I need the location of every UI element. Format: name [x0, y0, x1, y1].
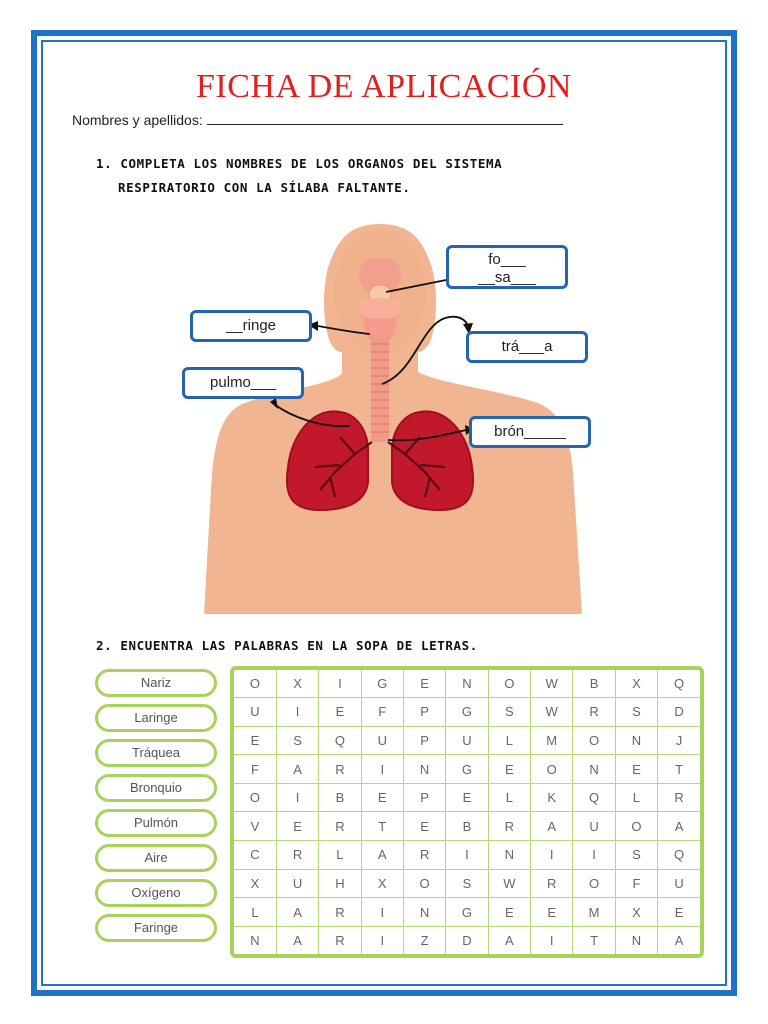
grid-cell[interactable]: E — [403, 670, 445, 698]
grid-cell[interactable]: E — [615, 755, 657, 784]
letter-grid — [230, 666, 704, 958]
word-item: Bronquio — [95, 774, 217, 802]
grid-cell[interactable]: I — [531, 926, 573, 954]
grid-cell[interactable]: E — [276, 812, 318, 841]
grid-cell[interactable]: I — [573, 841, 615, 870]
grid-cell[interactable]: Q — [573, 783, 615, 812]
grid-cell[interactable]: O — [573, 726, 615, 755]
grid-row — [234, 670, 700, 698]
grid-cell[interactable]: U — [276, 869, 318, 898]
grid-cell[interactable]: E — [403, 812, 445, 841]
grid-cell[interactable]: P — [403, 783, 445, 812]
grid-row — [234, 698, 700, 727]
grid-cell[interactable]: D — [446, 926, 488, 954]
grid-row — [234, 869, 700, 898]
grid-cell[interactable]: R — [573, 698, 615, 727]
grid-cell[interactable]: N — [234, 926, 276, 954]
grid-cell[interactable]: M — [573, 898, 615, 927]
grid-row — [234, 841, 700, 870]
grid-cell[interactable]: G — [446, 755, 488, 784]
grid-cell[interactable]: U — [446, 726, 488, 755]
word-item: Nariz — [95, 669, 217, 697]
label-fosas-line-2: __sa___ — [478, 269, 536, 286]
page-title: FICHA DE APLICACIÓN — [196, 68, 572, 105]
grid-cell[interactable]: O — [531, 755, 573, 784]
grid-cell[interactable]: N — [403, 755, 445, 784]
grid-cell[interactable]: G — [446, 698, 488, 727]
grid-cell[interactable]: A — [658, 926, 700, 954]
grid-cell[interactable]: X — [615, 670, 657, 698]
grid-cell[interactable]: A — [658, 812, 700, 841]
grid-cell[interactable]: N — [488, 841, 530, 870]
grid-cell[interactable]: E — [488, 755, 530, 784]
grid-cell[interactable]: A — [531, 812, 573, 841]
grid-cell[interactable]: R — [319, 812, 361, 841]
grid-cell[interactable]: T — [658, 755, 700, 784]
grid-row — [234, 783, 700, 812]
grid-cell[interactable]: Z — [403, 926, 445, 954]
grid-cell[interactable]: K — [531, 783, 573, 812]
grid-cell[interactable]: E — [531, 898, 573, 927]
grid-cell[interactable]: X — [276, 670, 318, 698]
grid-cell[interactable]: I — [319, 670, 361, 698]
grid-cell[interactable]: N — [615, 726, 657, 755]
grid-cell[interactable]: N — [403, 898, 445, 927]
word-item: Tráquea — [95, 739, 217, 767]
grid-cell[interactable]: W — [488, 869, 530, 898]
grid-row — [234, 898, 700, 927]
grid-cell[interactable]: H — [319, 869, 361, 898]
name-field-row — [72, 112, 563, 128]
grid-cell[interactable]: R — [319, 926, 361, 954]
grid-cell[interactable]: S — [446, 869, 488, 898]
label-traquea[interactable]: trá___a — [466, 331, 588, 363]
grid-cell[interactable]: O — [615, 812, 657, 841]
grid-cell[interactable]: E — [658, 898, 700, 927]
grid-cell[interactable]: N — [446, 670, 488, 698]
grid-cell[interactable]: T — [361, 812, 403, 841]
grid-cell[interactable]: E — [488, 898, 530, 927]
grid-cell[interactable]: R — [488, 812, 530, 841]
word-item: Aire — [95, 844, 217, 872]
grid-cell[interactable]: X — [361, 869, 403, 898]
grid-cell[interactable]: I — [361, 755, 403, 784]
question-1 — [96, 152, 502, 200]
grid-cell[interactable]: W — [531, 698, 573, 727]
grid-cell[interactable]: A — [276, 926, 318, 954]
grid-cell[interactable]: L — [319, 841, 361, 870]
grid-cell[interactable]: Q — [658, 670, 700, 698]
grid-cell[interactable]: E — [446, 783, 488, 812]
grid-cell[interactable]: O — [234, 783, 276, 812]
grid-cell[interactable]: L — [615, 783, 657, 812]
grid-cell[interactable]: O — [403, 869, 445, 898]
grid-cell[interactable]: T — [573, 926, 615, 954]
question-1-line-2: RESPIRATORIO CON LA SÍLABA FALTANTE. — [118, 180, 411, 195]
grid-cell[interactable]: I — [361, 926, 403, 954]
grid-cell[interactable]: R — [658, 783, 700, 812]
grid-cell[interactable]: A — [276, 898, 318, 927]
grid-cell[interactable]: E — [234, 726, 276, 755]
grid-cell[interactable]: N — [615, 926, 657, 954]
grid-cell[interactable]: U — [573, 812, 615, 841]
word-item: Laringe — [95, 704, 217, 732]
grid-cell[interactable]: U — [234, 698, 276, 727]
grid-cell[interactable]: F — [361, 698, 403, 727]
grid-cell[interactable]: I — [276, 698, 318, 727]
trachea — [371, 334, 389, 442]
grid-cell[interactable]: I — [276, 783, 318, 812]
grid-cell[interactable]: C — [234, 841, 276, 870]
grid-cell[interactable]: F — [234, 755, 276, 784]
grid-cell[interactable]: G — [446, 898, 488, 927]
grid-cell[interactable]: S — [615, 698, 657, 727]
grid-cell[interactable]: Q — [658, 841, 700, 870]
grid-cell[interactable]: B — [573, 670, 615, 698]
grid-cell[interactable]: M — [531, 726, 573, 755]
grid-cell[interactable]: A — [488, 926, 530, 954]
label-laringe[interactable]: __ringe — [190, 310, 312, 342]
word-item: Oxígeno — [95, 879, 217, 907]
grid-cell[interactable]: L — [234, 898, 276, 927]
grid-cell[interactable]: U — [361, 726, 403, 755]
grid-cell[interactable]: Q — [319, 726, 361, 755]
grid-row — [234, 812, 700, 841]
grid-cell[interactable]: B — [446, 812, 488, 841]
grid-cell[interactable]: I — [446, 841, 488, 870]
grid-cell[interactable]: F — [615, 869, 657, 898]
label-fosas-nasales[interactable] — [446, 245, 568, 289]
grid-cell[interactable]: D — [658, 698, 700, 727]
grid-cell[interactable]: N — [573, 755, 615, 784]
grid-row — [234, 926, 700, 954]
grid-cell[interactable]: E — [319, 698, 361, 727]
question-2: 2. ENCUENTRA LAS PALABRAS EN LA SOPA DE LETRAS. — [96, 638, 478, 653]
grid-cell[interactable]: J — [658, 726, 700, 755]
grid-cell[interactable]: P — [403, 726, 445, 755]
grid-cell[interactable]: R — [276, 841, 318, 870]
grid-cell[interactable]: O — [234, 670, 276, 698]
grid-cell[interactable]: X — [234, 869, 276, 898]
grid-cell[interactable]: I — [361, 898, 403, 927]
grid-cell[interactable]: V — [234, 812, 276, 841]
grid-cell[interactable]: X — [615, 898, 657, 927]
grid-cell[interactable]: G — [361, 670, 403, 698]
name-blank-line[interactable] — [207, 114, 563, 125]
grid-cell[interactable]: I — [531, 841, 573, 870]
grid-cell[interactable]: R — [403, 841, 445, 870]
grid-cell[interactable]: O — [573, 869, 615, 898]
grid-cell[interactable]: S — [276, 726, 318, 755]
grid-cell[interactable]: L — [488, 726, 530, 755]
grid-cell[interactable]: O — [488, 670, 530, 698]
label-pulmon[interactable]: pulmo___ — [182, 367, 304, 399]
question-1-line-1: 1. COMPLETA LOS NOMBRES DE LOS ORGANOS DEL SISTEMA — [96, 156, 503, 171]
grid-cell[interactable]: R — [531, 869, 573, 898]
grid-cell[interactable]: A — [276, 755, 318, 784]
grid-cell[interactable]: U — [658, 869, 700, 898]
word-item: Pulmón — [95, 809, 217, 837]
grid-cell[interactable]: S — [615, 841, 657, 870]
grid-cell[interactable]: E — [361, 783, 403, 812]
word-item: Faringe — [95, 914, 217, 942]
letter-grid-table — [234, 670, 700, 954]
grid-cell[interactable]: S — [488, 698, 530, 727]
grid-cell[interactable]: R — [319, 898, 361, 927]
label-fosas-line-1: fo___ — [488, 251, 526, 268]
grid-cell[interactable]: L — [488, 783, 530, 812]
grid-row — [234, 726, 700, 755]
grid-cell[interactable]: B — [319, 783, 361, 812]
grid-cell[interactable]: P — [403, 698, 445, 727]
grid-cell[interactable]: R — [319, 755, 361, 784]
grid-cell[interactable]: W — [531, 670, 573, 698]
grid-cell[interactable]: A — [361, 841, 403, 870]
label-bronquio[interactable]: brón_____ — [469, 416, 591, 448]
grid-row — [234, 755, 700, 784]
name-label: Nombres y apellidos: — [72, 112, 203, 128]
